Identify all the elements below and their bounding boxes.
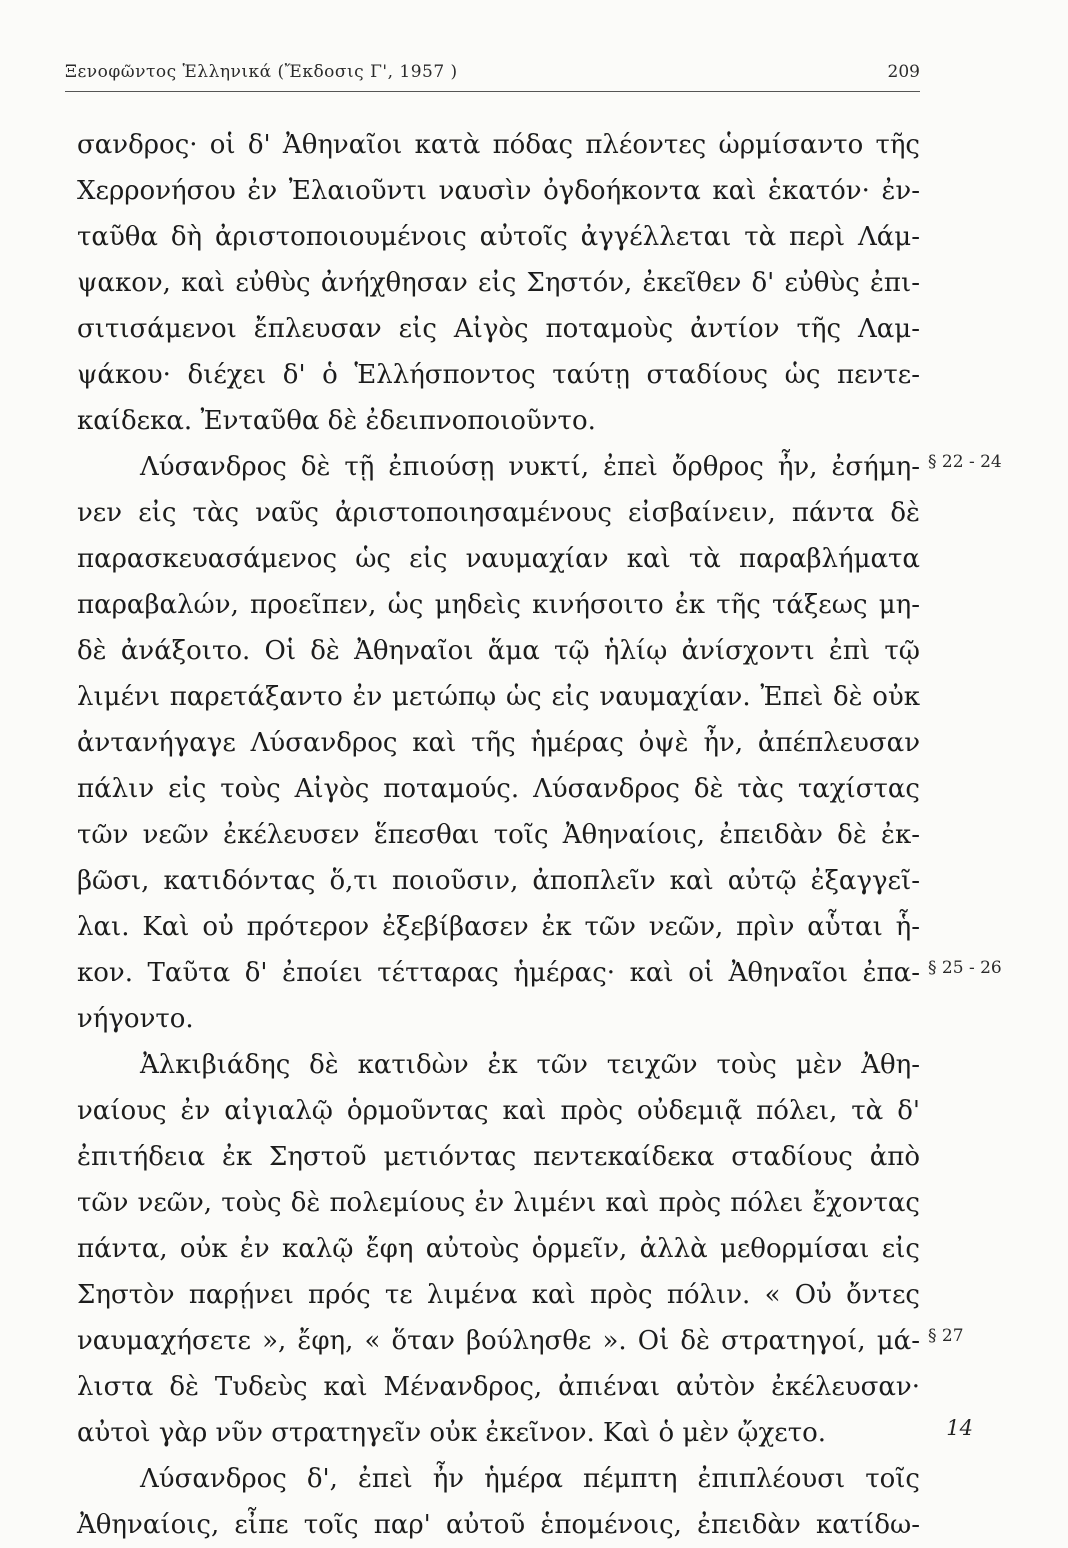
page-number: 209: [887, 62, 920, 82]
paragraph-start-line: Λύσανδρος δ', ἐπεὶ ἦν ἡμέρα πέμπτη ἐπιπλέουσι τοῖς: [140, 1464, 920, 1494]
signature-mark: 14: [946, 1416, 973, 1440]
text-line: καίδεκα. Ἐνταῦθα δὲ ἐδειπνοποιοῦντο.: [77, 406, 596, 436]
text-line: κον. Ταῦτα δ' ἐποίει τέτταρας ἡμέρας· καὶ οἱ Ἀθηναῖοι ἐπα-: [77, 958, 920, 988]
text-line: Σηστὸν παρῄνει πρός τε λιμένα καὶ πρὸς πόλιν. « Οὐ ὄντες: [77, 1280, 920, 1310]
section-ref-25-26: § 25 - 26: [928, 958, 1002, 978]
paragraph-start-line: Ἀλκιβιάδης δὲ κατιδὼν ἐκ τῶν τειχῶν τοὺς μὲν Ἀθη-: [140, 1050, 920, 1080]
text-line: νεν εἰς τὰς ναῦς ἀριστοποιησαμένους εἰσβαίνειν, πάντα δὲ: [77, 498, 920, 528]
text-line: ταῦθα δὴ ἀριστοποιουμένοις αὐτοῖς ἀγγέλλεται τὰ περὶ Λάμ-: [77, 222, 920, 252]
text-line: ψάκου· διέχει δ' ὁ Ἑλλήσποντος ταύτῃ σταδίους ὡς πεντε-: [77, 360, 920, 390]
text-line: σανδρος· οἱ δ' Ἀθηναῖοι κατὰ πόδας πλέοντες ὡρμίσαντο τῆς: [77, 130, 920, 160]
paragraph-start-line: Λύσανδρος δὲ τῇ ἐπιούσῃ νυκτί, ἐπεὶ ὄρθρος ἦν, ἐσήμη-: [140, 452, 920, 482]
text-line: νήγοντο.: [77, 1004, 194, 1034]
running-title: Ξενοφῶντος Ἑλληνικά (Ἔκδοσις Γ', 1957 ): [65, 62, 458, 82]
text-line: λιστα δὲ Τυδεὺς καὶ Μένανδρος, ἀπιέναι αὐτὸν ἐκέλευσαν·: [77, 1372, 920, 1402]
text-line: λιμένι παρετάξαντο ἐν μετώπῳ ὡς εἰς ναυμαχίαν. Ἐπεὶ δὲ οὐκ: [77, 682, 920, 712]
text-line: ψακον, καὶ εὐθὺς ἀνήχθησαν εἰς Σηστόν, ἐκεῖθεν δ' εὐθὺς ἐπι-: [77, 268, 920, 298]
text-line: τῶν νεῶν ἐκέλευσεν ἕπεσθαι τοῖς Ἀθηναίοις, ἐπειδὰν δὲ ἐκ-: [77, 820, 920, 850]
text-line: λαι. Καὶ οὐ πρότερον ἐξεβίβασεν ἐκ τῶν νεῶν, πρὶν αὗται ἧ-: [77, 912, 920, 942]
text-line: παρασκευασάμενος ὡς εἰς ναυμαχίαν καὶ τὰ παραβλήματα: [77, 544, 920, 574]
text-line: Χερρονήσου ἐν Ἐλαιοῦντι ναυσὶν ὀγδοήκοντα καὶ ἑκατόν· ἐν-: [77, 176, 920, 206]
text-line: σιτισάμενοι ἔπλευσαν εἰς Αἰγὸς ποταμοὺς ἀντίον τῆς Λαμ-: [77, 314, 920, 344]
text-line: Ἀθηναίοις, εἶπε τοῖς παρ' αὐτοῦ ἑπομένοις, ἐπειδὰν κατίδω-: [77, 1510, 920, 1540]
text-line: πάλιν εἰς τοὺς Αἰγὸς ποταμούς. Λύσανδρος δὲ τὰς ταχίστας: [77, 774, 920, 804]
text-line: πάντα, οὐκ ἐν καλῷ ἔφη αὐτοὺς ὁρμεῖν, ἀλλὰ μεθορμίσαι εἰς: [77, 1234, 920, 1264]
text-line: αὐτοὶ γὰρ νῦν στρατηγεῖν οὐκ ἐκεῖνον. Καὶ ὁ μὲν ᾤχετο.: [77, 1418, 827, 1448]
text-line: ἀντανήγαγε Λύσανδρος καὶ τῆς ἡμέρας ὀψὲ ἦν, ἀπέπλευσαν: [77, 728, 920, 758]
greek-text-body: [77, 122, 920, 1548]
section-ref-27: § 27: [928, 1326, 964, 1346]
text-line: τῶν νεῶν, τοὺς δὲ πολεμίους ἐν λιμένι καὶ πρὸς πόλει ἔχοντας: [77, 1188, 920, 1218]
text-line: παραβαλών, προεῖπεν, ὡς μηδεὶς κινήσοιτο ἐκ τῆς τάξεως μη-: [77, 590, 920, 620]
text-line: ναυμαχήσετε », ἔφη, « ὅταν βούλησθε ». Οἱ δὲ στρατηγοί, μά-: [77, 1326, 920, 1356]
text-line: δὲ ἀνάξοιτο. Οἱ δὲ Ἀθηναῖοι ἅμα τῷ ἡλίῳ ἀνίσχοντι ἐπὶ τῷ: [77, 636, 920, 666]
text-line: βῶσι, κατιδόντας ὅ,τι ποιοῦσιν, ἀποπλεῖν καὶ αὐτῷ ἐξαγγεῖ-: [77, 866, 920, 896]
text-line: ναίους ἐν αἰγιαλῷ ὁρμοῦντας καὶ πρὸς οὐδεμιᾷ πόλει, τὰ δ': [77, 1096, 920, 1126]
header-rule: [65, 91, 920, 92]
section-ref-22-24: § 22 - 24: [928, 452, 1002, 472]
text-line: ἐπιτήδεια ἐκ Σηστοῦ μετιόντας πεντεκαίδεκα σταδίους ἀπὸ: [77, 1142, 920, 1172]
